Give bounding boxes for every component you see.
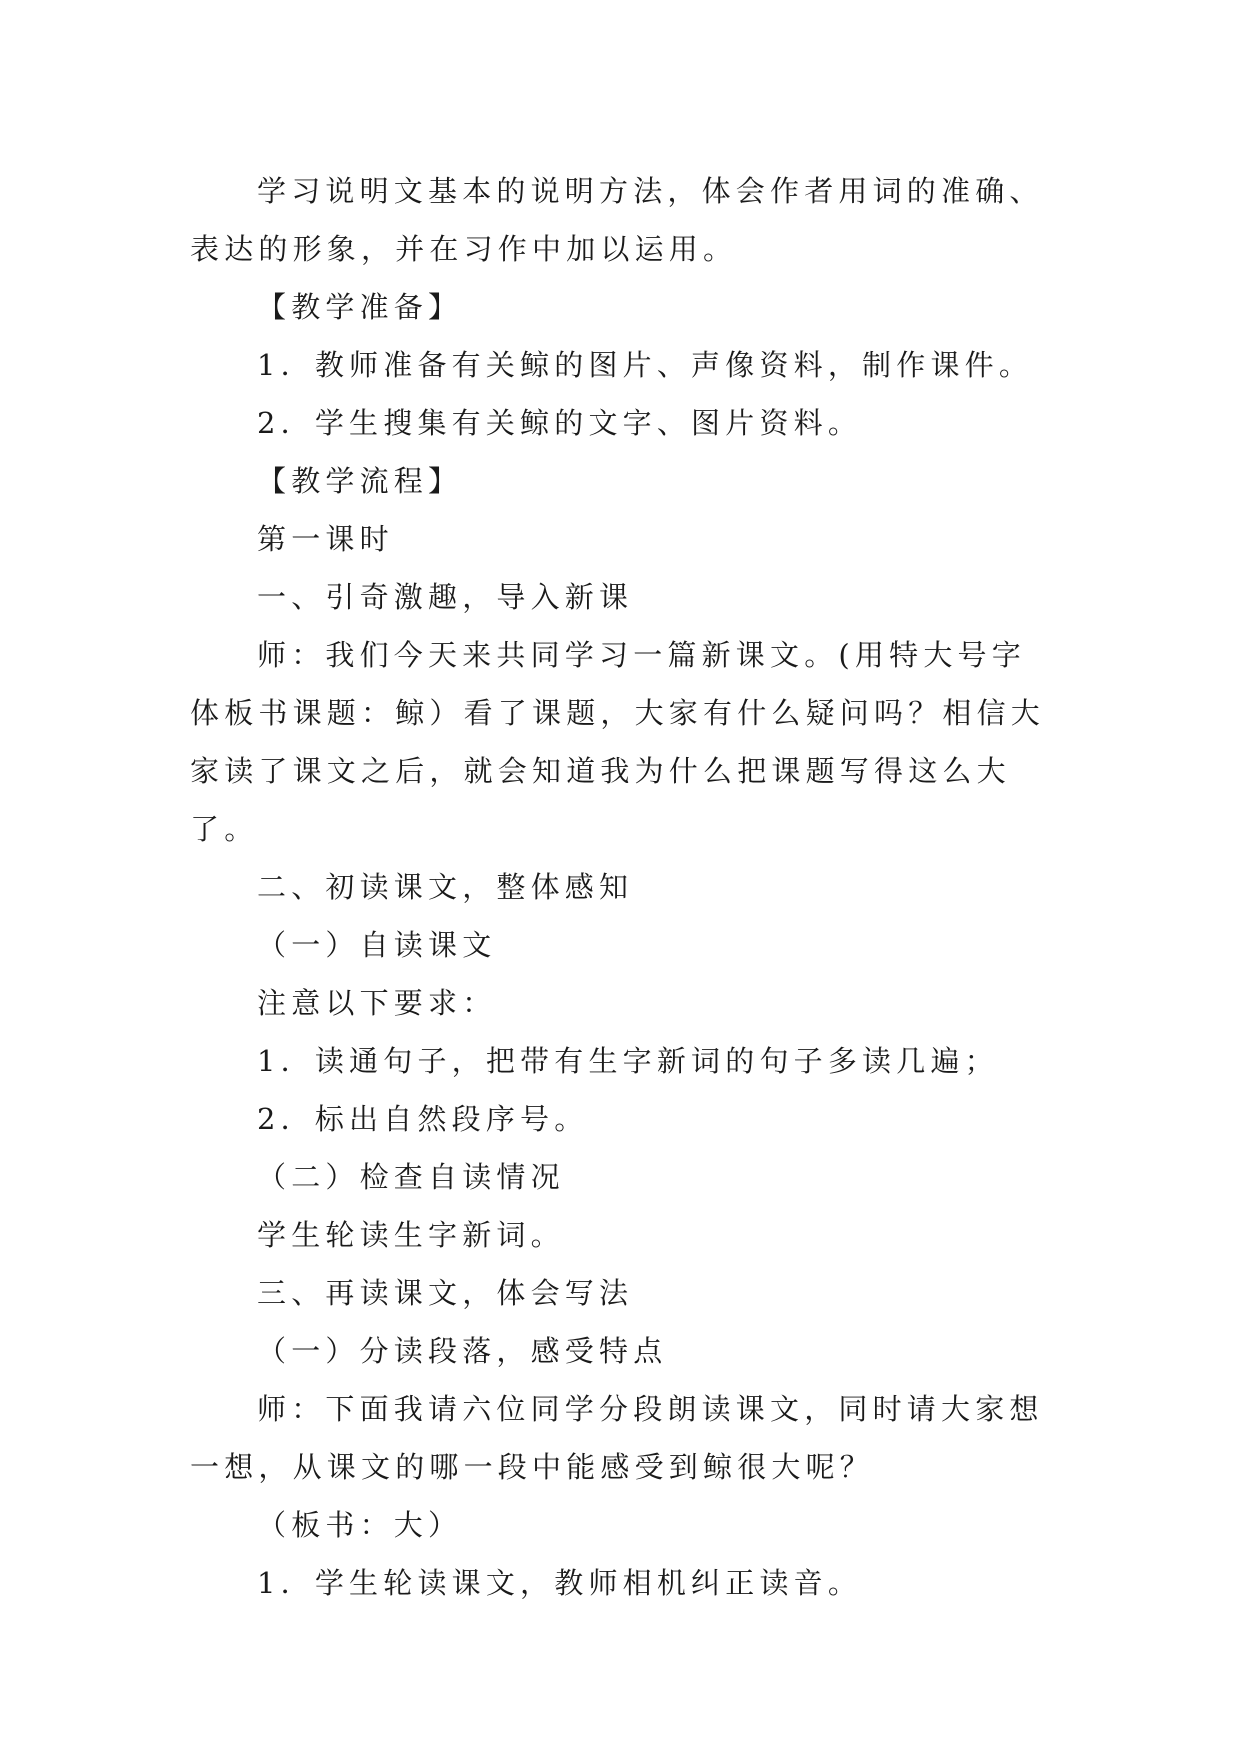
section-heading-process: 【教学流程】 [257, 464, 463, 498]
activity-item-1: 1．学生轮读课文，教师相机纠正读音。 [257, 1566, 863, 1600]
preparation-item-2: 2．学生搜集有关鲸的文字、图片资料。 [257, 406, 863, 440]
substep-heading-check: （二）检查自读情况 [257, 1160, 565, 1194]
substep-heading-segment-reading: （一）分读段落，感受特点 [257, 1334, 668, 1368]
substep-heading-self-reading: （一）自读课文 [257, 928, 497, 962]
section-heading-preparation: 【教学准备】 [257, 290, 463, 324]
document-body [190, 162, 1050, 1612]
board-note: （板书：大） [257, 1508, 463, 1542]
check-paragraph: 学生轮读生字新词。 [257, 1218, 565, 1252]
requirements-label: 注意以下要求： [257, 986, 497, 1020]
teacher-intro-paragraph: 师：我们今天来共同学习一篇新课文。(用特大号字体板书课题：鲸）看了课题，大家有什么疑问吗？相信大家读了课文之后，就会知道我为什么把课题写得这么大了。 [190, 638, 1046, 846]
teacher-question-paragraph: 师：下面我请六位同学分段朗读课文，同时请大家想一想，从课文的哪一段中能感受到鲸很大呢？ [190, 1392, 1044, 1484]
requirement-item-1: 1．读通句子，把带有生字新词的句子多读几遍； [257, 1044, 999, 1078]
step-heading-1: 一、引奇激趣，导入新课 [257, 580, 634, 614]
objective-paragraph: 学习说明文基本的说明方法，体会作者用词的准确、表达的形象，并在习作中加以运用。 [190, 174, 1044, 266]
step-heading-2: 二、初读课文，整体感知 [257, 870, 634, 904]
requirement-item-2: 2．标出自然段序号。 [257, 1102, 589, 1136]
lesson-period-title: 第一课时 [257, 522, 394, 556]
step-heading-3: 三、再读课文，体会写法 [257, 1276, 634, 1310]
preparation-item-1: 1．教师准备有关鲸的图片、声像资料，制作课件。 [257, 348, 1034, 382]
